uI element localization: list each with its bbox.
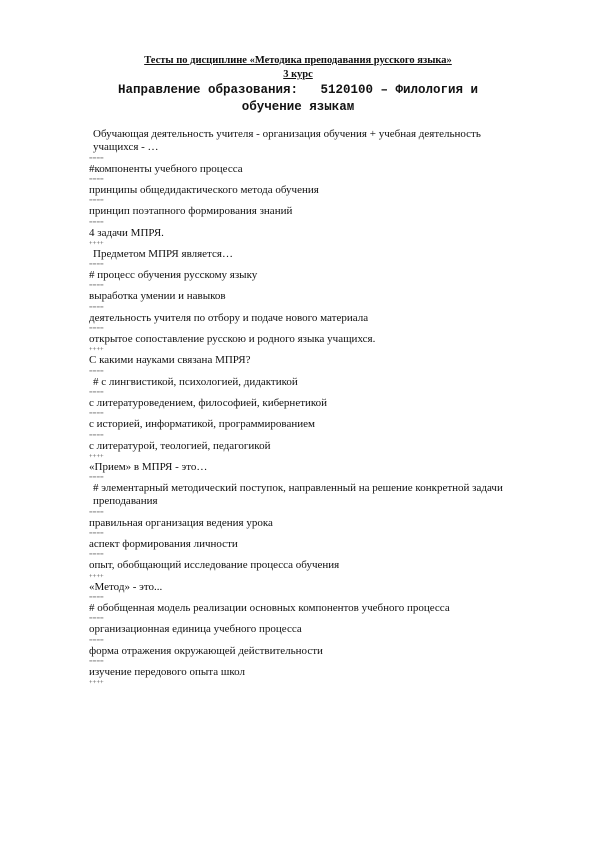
test-line: выработка умении и навыков bbox=[89, 290, 226, 303]
separator-mark: ==== bbox=[89, 261, 104, 269]
separator-mark: ==== bbox=[89, 636, 104, 644]
test-line: Обучающая деятельность учителя - организация обучения + учебная деятельность bbox=[93, 128, 481, 140]
separator-mark: ++++ bbox=[89, 679, 104, 687]
separator-mark: ==== bbox=[89, 508, 104, 516]
separator-mark: ==== bbox=[89, 154, 104, 162]
test-line: правильная организация ведения урока bbox=[89, 516, 273, 529]
separator-mark: ++++ bbox=[89, 452, 104, 460]
separator-mark: ++++ bbox=[89, 346, 104, 354]
separator-mark: ==== bbox=[89, 551, 104, 559]
separator-mark: ==== bbox=[89, 474, 104, 482]
test-line: открытое сопоставление русскою и родного языка учащихся. bbox=[89, 333, 376, 345]
document-title: Тесты по дисциплине «Методика преподавания русского языка» bbox=[144, 55, 452, 66]
test-line: принцип поэтапного формирования знаний bbox=[89, 205, 293, 218]
test-line: # обобщенная модель реализации основных компонентов учебного процесса bbox=[89, 601, 450, 614]
test-line: # элементарный методический поступок, направленный на решение конкретной задачи bbox=[93, 482, 503, 495]
separator-mark: ==== bbox=[89, 615, 104, 623]
test-line: с литературой, теологией, педагогикой bbox=[89, 439, 271, 452]
test-line: аспект формирования личности bbox=[89, 538, 238, 550]
separator-mark: ==== bbox=[89, 388, 104, 396]
separator-mark: ==== bbox=[89, 367, 104, 375]
test-line: #компоненты учебного процесса bbox=[89, 162, 243, 175]
separator-mark: ==== bbox=[89, 410, 104, 418]
separator-mark: ==== bbox=[89, 530, 104, 537]
direction-heading bbox=[60, 82, 536, 116]
separator-mark: ++++ bbox=[89, 572, 104, 580]
separator-mark: ==== bbox=[89, 593, 104, 601]
separator-mark: ==== bbox=[89, 282, 104, 290]
separator-mark: ==== bbox=[89, 175, 104, 183]
direction-line-2: обучение языкам bbox=[241, 100, 355, 114]
test-line: с историей, информатикой, программированием bbox=[89, 418, 315, 431]
separator-mark: ==== bbox=[89, 197, 104, 205]
test-line: учащихся - … bbox=[93, 141, 159, 154]
test-line: # процесс обучения русскому языку bbox=[89, 269, 258, 282]
test-line: 4 задачи МПРЯ. bbox=[89, 226, 164, 239]
test-line: форма отражения окружающей действительности bbox=[89, 644, 323, 657]
separator-mark: ==== bbox=[89, 218, 104, 226]
test-line: принципы общедидактического метода обучения bbox=[89, 183, 319, 196]
direction-line-1: Направление образования: 5120100 – Филология и bbox=[117, 83, 479, 97]
course-label: 3 курс bbox=[283, 69, 313, 80]
separator-mark: ==== bbox=[89, 303, 104, 311]
separator-mark: ==== bbox=[89, 657, 104, 665]
test-line: организационная единица учебного процесса bbox=[89, 623, 302, 636]
test-line: «Метод» - это... bbox=[89, 580, 163, 593]
test-line: преподавания bbox=[93, 495, 158, 508]
test-line: # с лингвистикой, психологией, дидактикой bbox=[93, 375, 298, 388]
separator-mark: ==== bbox=[89, 325, 104, 332]
separator-mark: ==== bbox=[89, 431, 104, 439]
test-line: с литературоведением, философией, кибернетикой bbox=[89, 396, 328, 409]
test-line: С какими науками связана МПРЯ? bbox=[89, 354, 251, 367]
test-line: деятельность учителя по отбору и подаче нового материала bbox=[89, 311, 369, 324]
test-line: «Прием» в МПРЯ - это… bbox=[89, 460, 208, 473]
test-line: опыт, обобщающий исследование процесса обучения bbox=[89, 559, 340, 572]
test-line: Предметом МПРЯ является… bbox=[93, 247, 233, 260]
separator-mark: ++++ bbox=[89, 239, 104, 247]
test-line: изучение передового опыта школ bbox=[89, 665, 245, 678]
